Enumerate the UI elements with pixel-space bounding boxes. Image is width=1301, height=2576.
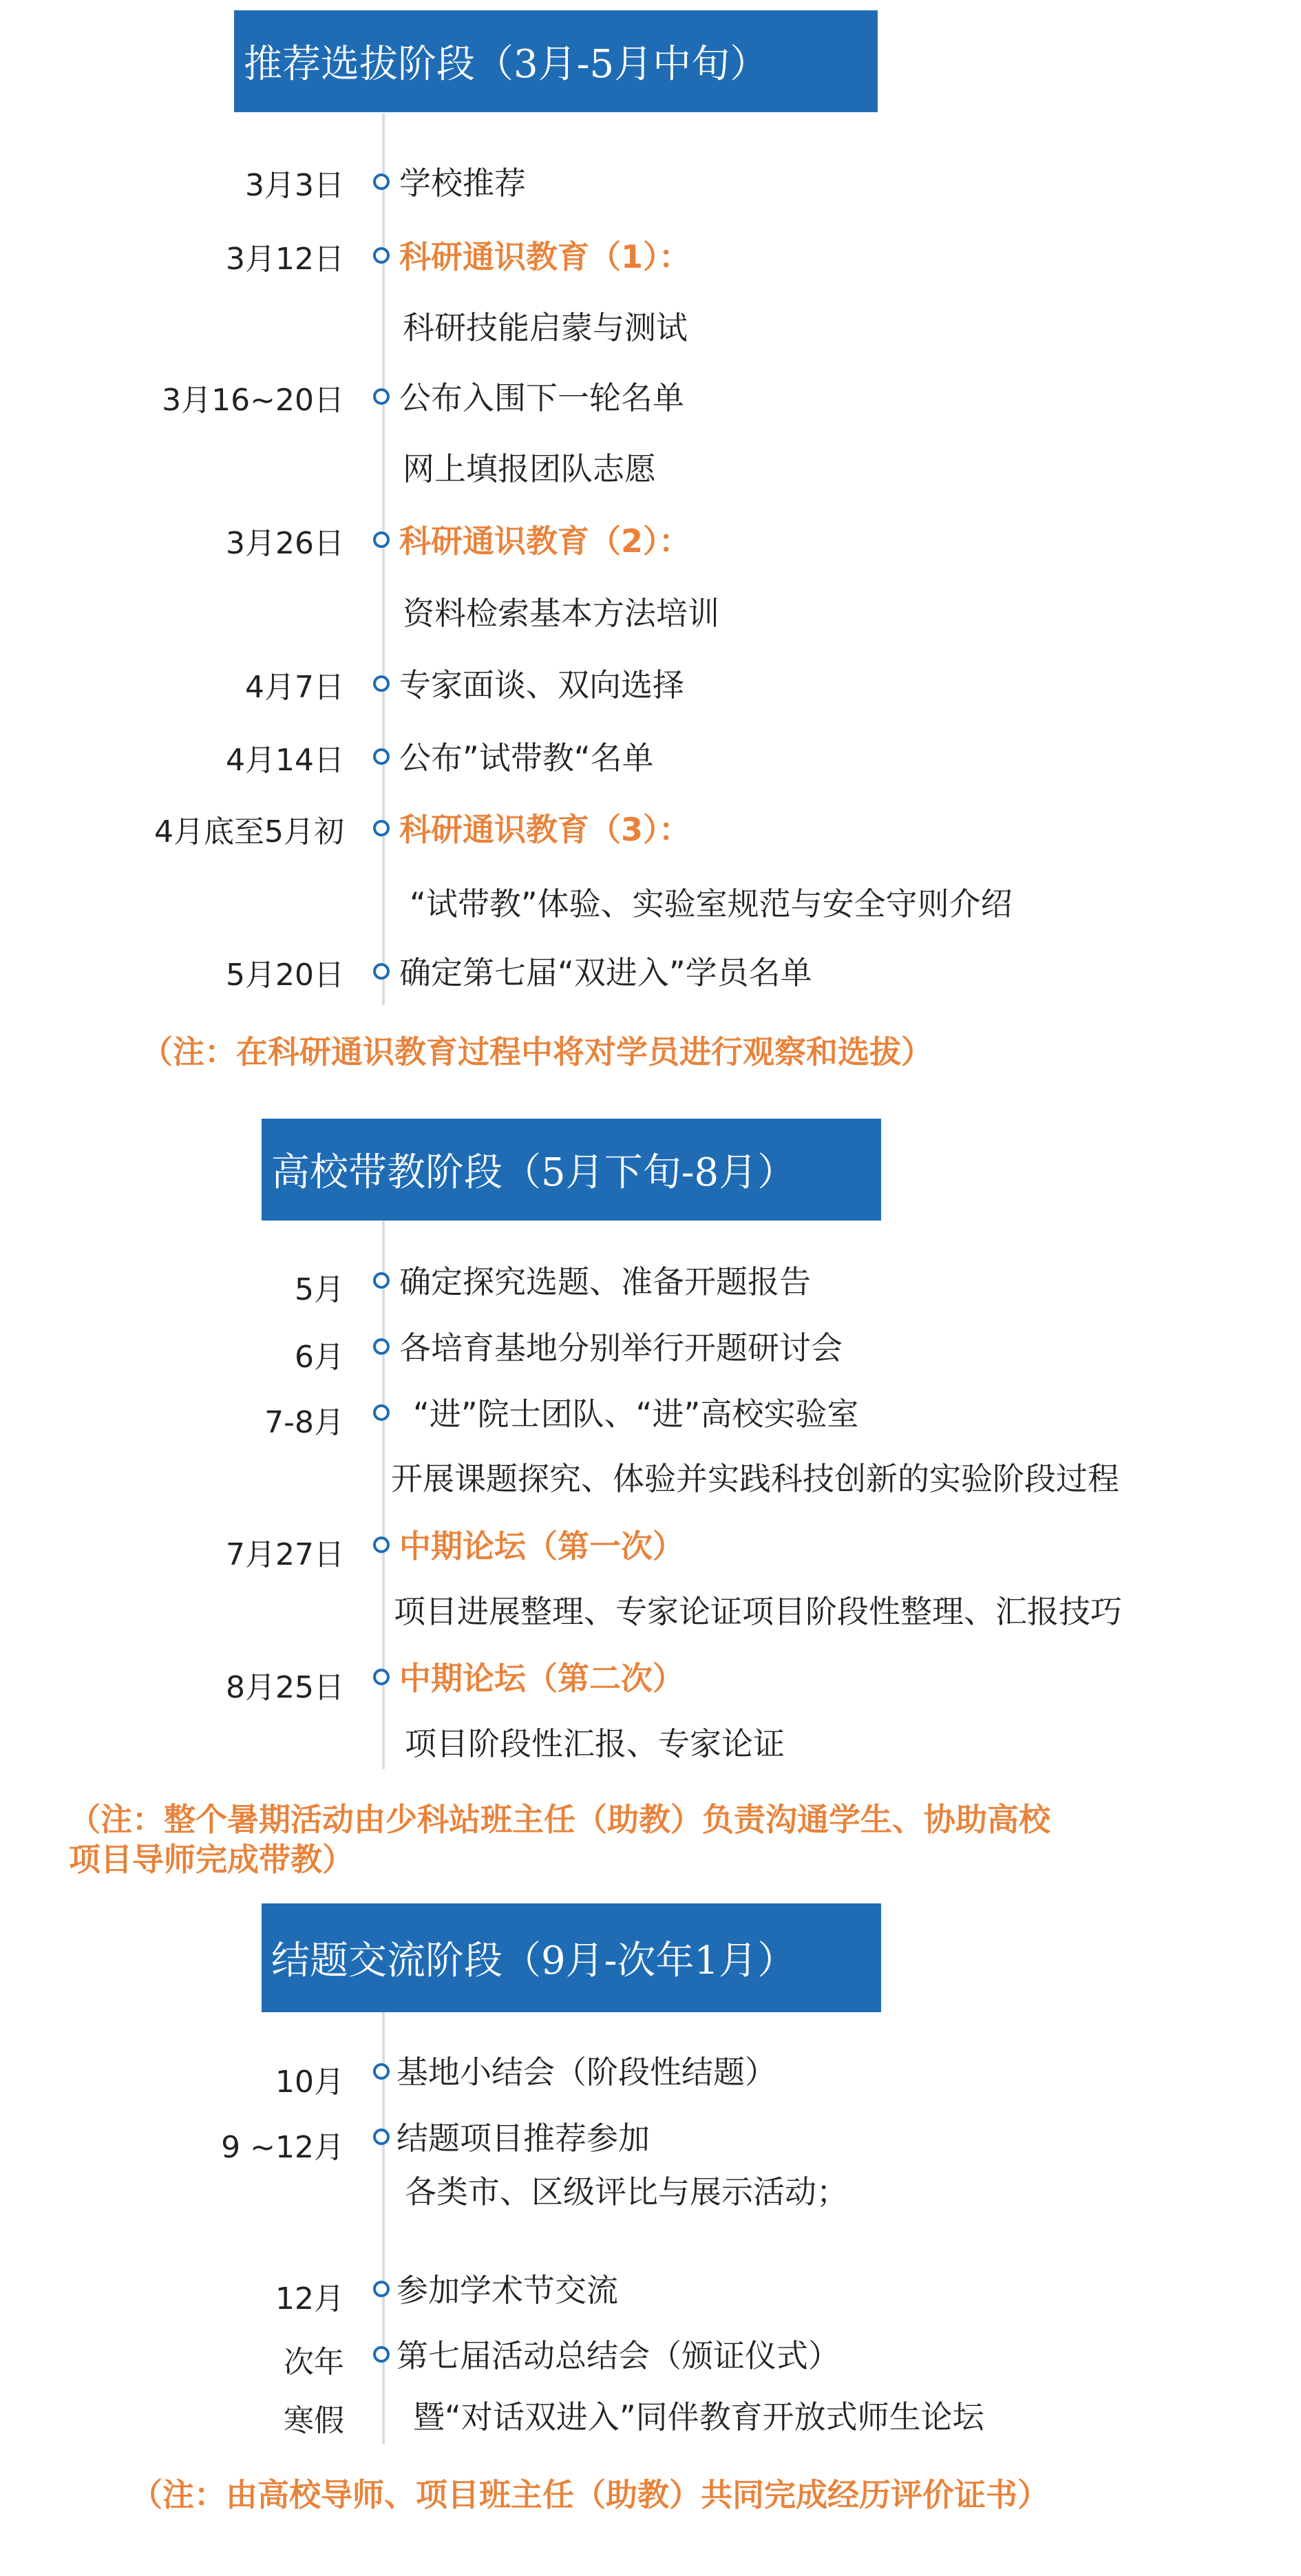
stage2-date-1: 5月	[295, 1272, 344, 1307]
stage1-item-8: 确定第七届“双进入”学员名单	[399, 954, 812, 991]
stage3-item-2-sub: 各类市、区级评比与展示活动；	[405, 2173, 848, 2210]
stage1-item-4-sub: 资料检索基本方法培训	[403, 595, 719, 632]
stage2-item-4-sub: 项目进展整理、专家论证项目阶段性整理、汇报技巧	[394, 1593, 1122, 1630]
stage3-header: 结题交流阶段（9月-次年1月）	[262, 1903, 881, 2012]
stage3-item-3: 参加学术节交流	[396, 2272, 618, 2309]
stage3-note: （注：由高校导师、项目班主任（助教）共同完成经历评价证书）	[131, 2476, 1049, 2513]
timeline-dot	[373, 675, 390, 692]
stage1-item-7-sub: “试带教”体验、实验室规范与安全守则介绍	[410, 885, 1013, 922]
stage3-item-2: 结题项目推荐参加	[396, 2120, 650, 2157]
timeline-dot	[373, 2129, 390, 2145]
stage2-item-3-sub: 开展课题探究、体验并实践科技创新的实验阶段过程	[391, 1460, 1119, 1497]
stage3-item-4-sub: 暨“对话双进入”同伴教育开放式师生论坛	[413, 2398, 984, 2436]
timeline-dot	[373, 963, 390, 980]
timeline-dot	[373, 1537, 390, 1553]
stage2-date-5: 8月25日	[226, 1670, 344, 1705]
timeline-dot	[373, 1338, 390, 1355]
timeline-dot	[373, 1669, 390, 1685]
stage1-item-3-sub: 网上填报团队志愿	[403, 450, 656, 487]
stage1-item-2-sub: 科研技能启蒙与测试	[403, 309, 688, 346]
stage1-item-3: 公布入围下一轮名单	[399, 379, 684, 416]
timeline-dot	[373, 2063, 390, 2080]
stage2-date-3: 7-8月	[264, 1405, 344, 1440]
stage3-date-4: 次年	[284, 2345, 344, 2380]
stage2-date-4: 7月27日	[226, 1537, 344, 1572]
timeline-dot	[373, 748, 390, 765]
timeline-dot	[373, 1404, 390, 1421]
stage1-item-2: 科研通识教育（1）：	[399, 238, 691, 275]
stage3-item-1: 基地小结会（阶段性结题）	[396, 2054, 776, 2091]
timeline-dot	[373, 820, 390, 836]
timeline-dot	[373, 2281, 390, 2297]
stage1-date-4: 3月26日	[226, 526, 344, 561]
stage1-item-4: 科研通识教育（2）：	[399, 522, 691, 560]
timeline-dot	[373, 173, 390, 190]
stage1-date-5: 4月7日	[245, 670, 344, 705]
stage1-item-1: 学校推荐	[399, 165, 526, 202]
timeline-line-stage2	[382, 1218, 385, 1769]
stage3-item-4: 第七届活动总结会（颁证仪式）	[396, 2337, 840, 2374]
stage2-item-2: 各培育基地分别举行开题研讨会	[399, 1329, 843, 1366]
stage1-item-5: 专家面谈、双向选择	[399, 666, 684, 704]
stage1-date-8: 5月20日	[226, 958, 344, 993]
stage1-note: （注：在科研通识教育过程中将对学员进行观察和选拔）	[141, 1033, 933, 1070]
stage2-item-5-sub: 项目阶段性汇报、专家论证	[405, 1725, 785, 1762]
stage1-item-6: 公布”试带教“名单	[399, 739, 654, 777]
stage2-note-line2: 项目导师完成带教）	[69, 1841, 354, 1878]
stage3-date-3: 12月	[275, 2281, 344, 2316]
stage2-item-3: “进”院士团队、“进”高校实验室	[413, 1395, 859, 1433]
stage2-note-line1: （注：整个暑期活动由少科站班主任（助教）负责沟通学生、协助高校	[69, 1801, 1050, 1838]
stage2-date-2: 6月	[295, 1340, 344, 1375]
stage1-date-1: 3月3日	[245, 168, 344, 203]
stage3-date-1: 10月	[275, 2065, 344, 2100]
stage1-header: 推荐选拔阶段（3月-5月中旬）	[234, 10, 878, 112]
timeline-dot	[373, 388, 390, 405]
timeline-dot	[373, 531, 390, 548]
stage1-item-7: 科研通识教育（3）：	[399, 811, 691, 848]
stage3-date-4b: 寒假	[284, 2403, 344, 2438]
stage1-date-3: 3月16~20日	[162, 383, 344, 418]
stage1-date-6: 4月14日	[226, 743, 344, 778]
stage1-date-7: 4月底至5月初	[154, 814, 344, 849]
timeline-dot	[373, 2346, 390, 2363]
stage2-item-1: 确定探究选题、准备开题报告	[399, 1263, 811, 1300]
timeline-dot	[373, 247, 390, 264]
stage3-date-2: 9 ~12月	[221, 2130, 344, 2165]
stage2-header: 高校带教阶段（5月下旬-8月）	[262, 1119, 881, 1221]
stage2-item-4: 中期论坛（第一次）	[399, 1528, 684, 1565]
stage2-item-5: 中期论坛（第二次）	[399, 1660, 684, 1697]
timeline-dot	[373, 1272, 390, 1289]
stage1-date-2: 3月12日	[226, 242, 344, 277]
